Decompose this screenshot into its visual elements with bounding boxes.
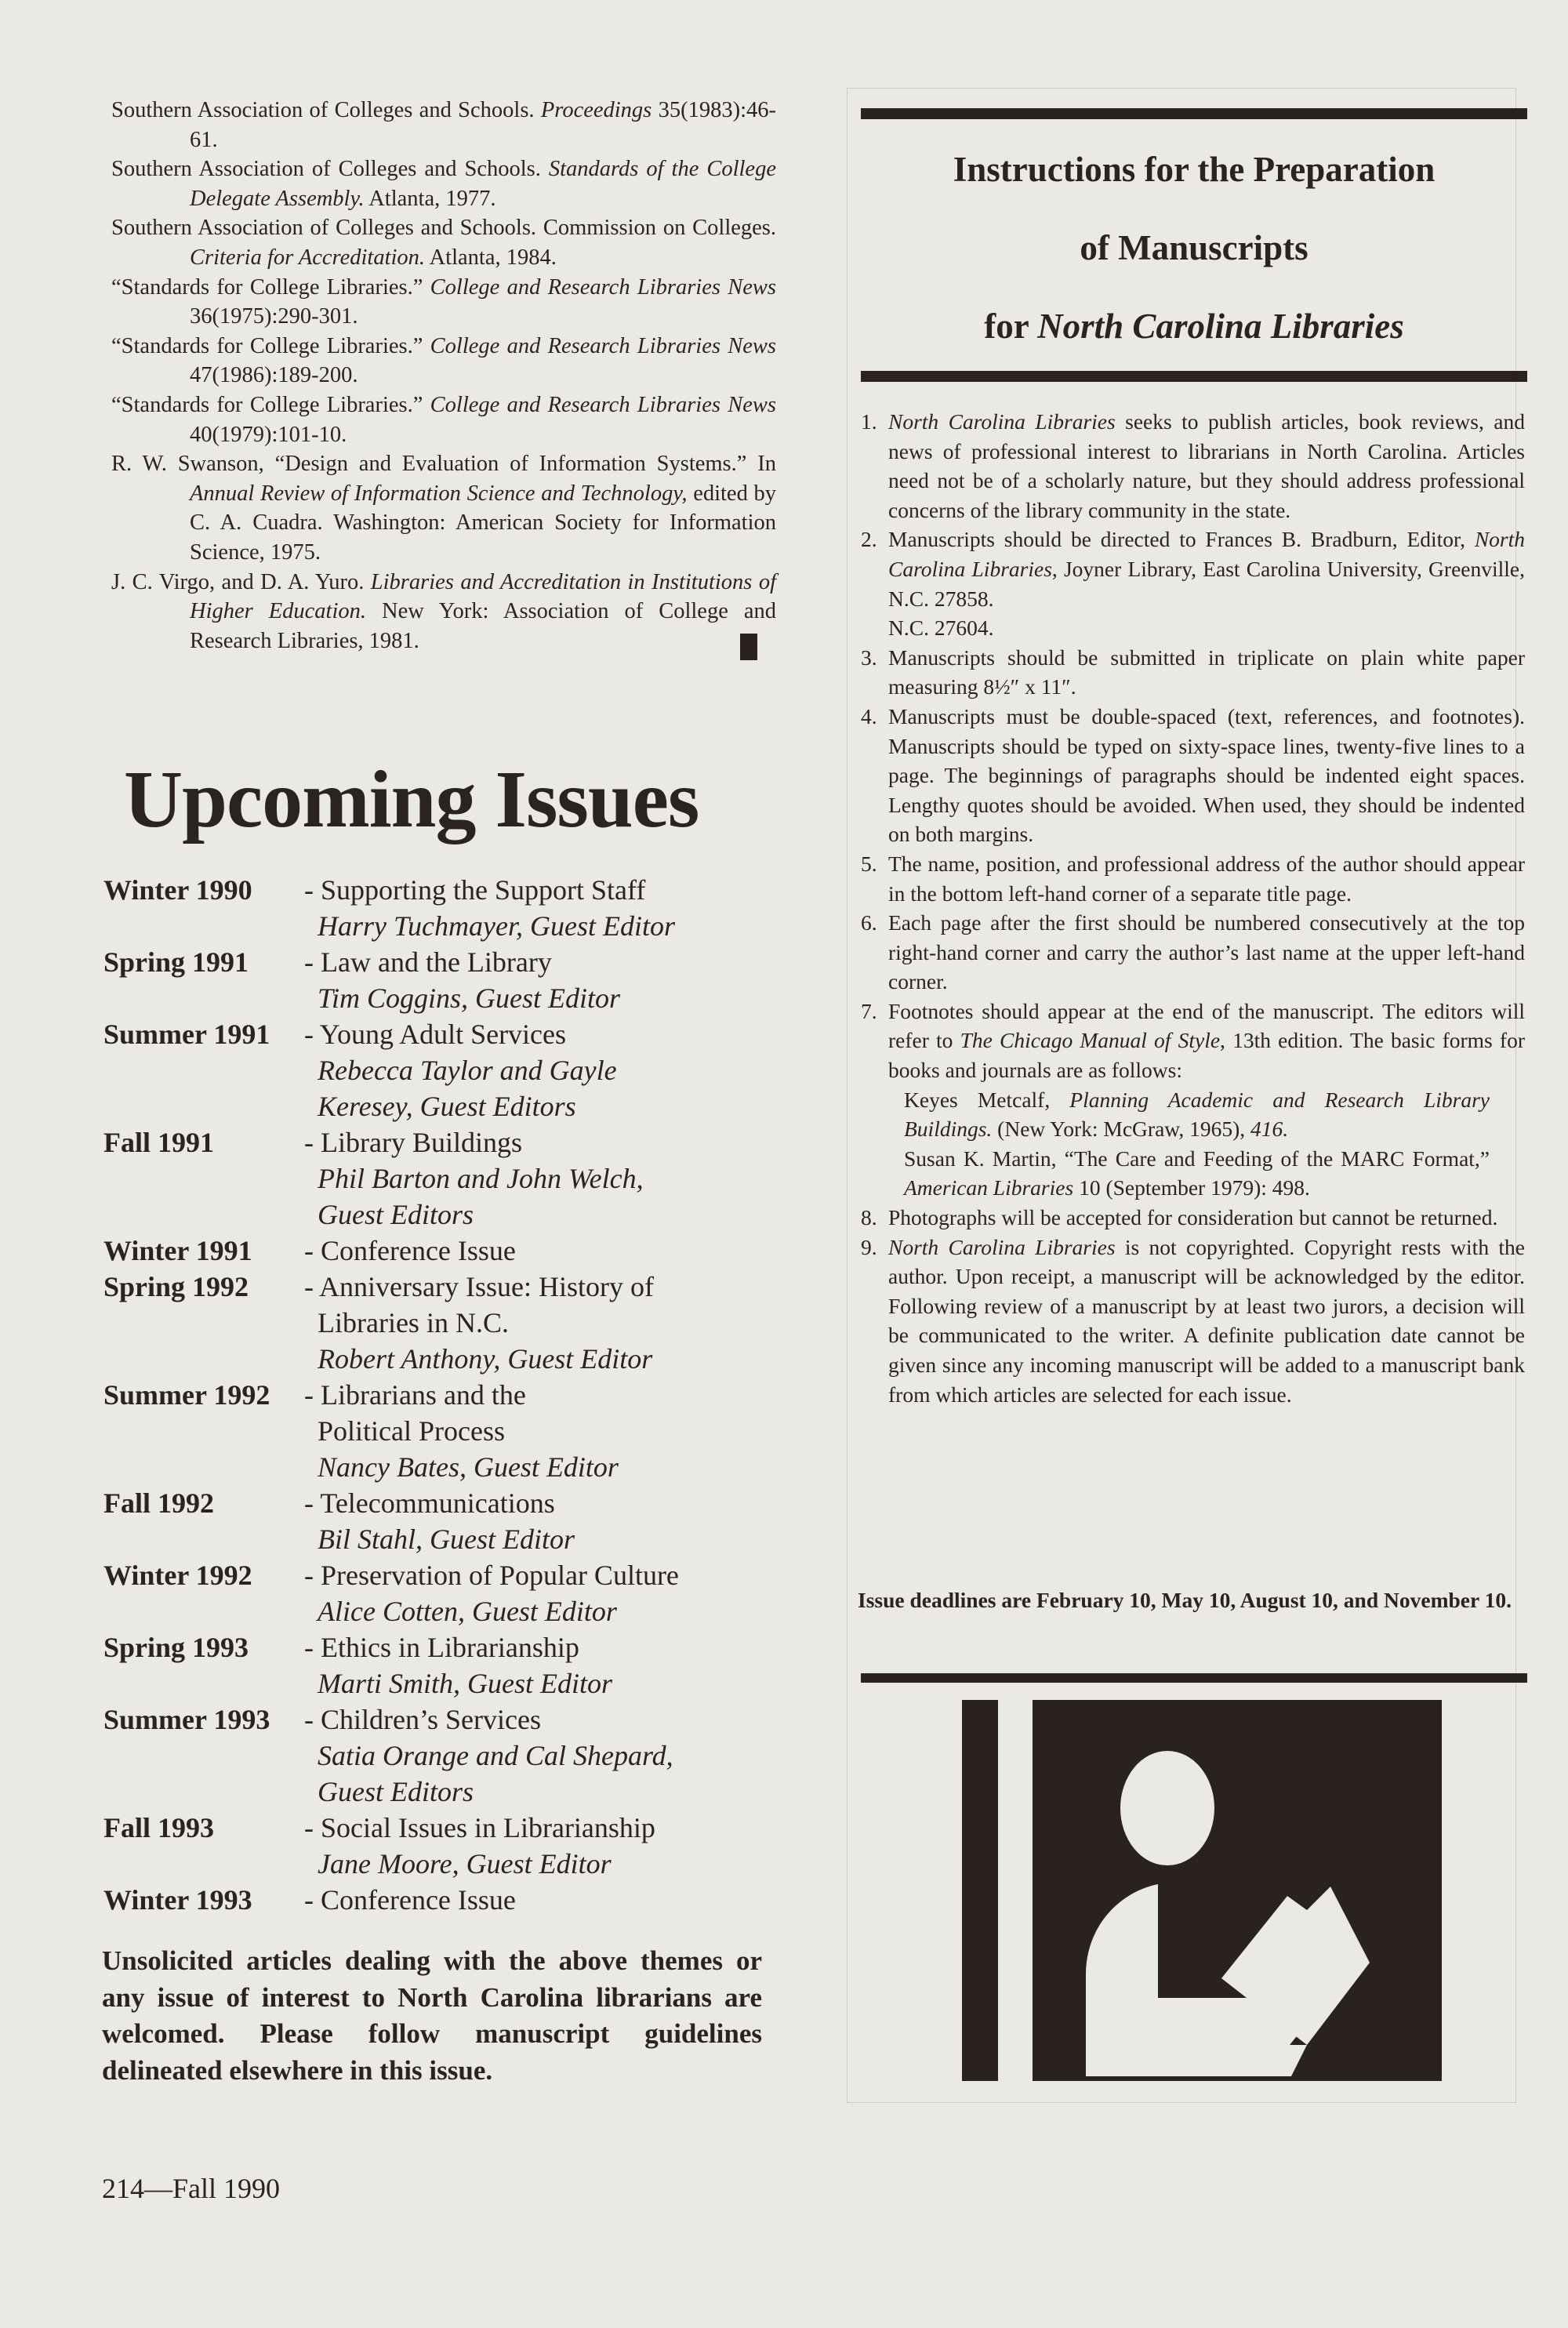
text-run: Atlanta, 1977. (364, 186, 496, 211)
issue-season: Summer 1992 (103, 1379, 270, 1411)
issue-row (103, 1269, 778, 1377)
issue-topic (304, 872, 778, 908)
issue-editor: Harry Tuchmayer, Guest Editor (318, 910, 675, 942)
instruction-item (861, 643, 1525, 702)
topic-text: Political Process (318, 1415, 505, 1447)
topic-text: Social Issues in Librarianship (321, 1812, 655, 1843)
issue-topic (304, 1882, 778, 1918)
issue-season: Spring 1992 (103, 1271, 249, 1302)
text-run: Manuscripts must be double-spaced (text, references, and footnotes). Manuscripts should be typed on sixty-space lines, twenty-five lines to a page. The beginnings of paragraphs should be indented eight spaces. Lengthy quotes should be avoided. When used, they should be indented on both margins. (888, 703, 1525, 847)
issue-row (103, 1702, 778, 1810)
dash: - (304, 1632, 321, 1663)
text-run: “Standards for College Libraries.” (111, 274, 430, 300)
italic-title: North Carolina Libraries (888, 527, 1525, 581)
italic-title: American Libraries (904, 1175, 1074, 1200)
instruction-item (861, 1233, 1525, 1410)
issue-entry (304, 1810, 778, 1882)
italic-title: College and Research Libraries News (430, 274, 776, 300)
journal-name: North Carolina Libraries (1037, 307, 1404, 346)
issue-editor: Phil Barton and John Welch, (318, 1163, 644, 1194)
text-run: Southern Association of Colleges and Schools. (111, 98, 541, 122)
item-text (888, 643, 1525, 702)
topic-text: Conference Issue (321, 1235, 516, 1266)
issue-season: Fall 1991 (103, 1127, 214, 1158)
upcoming-issues-heading: Upcoming Issues (124, 754, 699, 844)
issue-editor: Keresey, Guest Editors (318, 1091, 576, 1122)
issue-entry (304, 1016, 778, 1124)
issue-row (103, 944, 778, 1016)
issue-row (103, 872, 778, 944)
text-run: 35(1983):46-61. (190, 98, 776, 152)
item-number: 7. (861, 998, 877, 1023)
issue-editor: Nancy Bates, Guest Editor (318, 1451, 619, 1483)
dash: - (304, 1812, 321, 1843)
issue-season: Winter 1990 (103, 874, 252, 906)
dash: - (304, 946, 321, 978)
text-run: Photographs will be accepted for consideration but cannot be returned. (888, 1205, 1498, 1230)
citation-example (888, 1144, 1525, 1203)
topic-text: Telecommunications (320, 1487, 555, 1519)
issue-topic (304, 1629, 778, 1665)
issue-entry (304, 872, 778, 944)
issue-topic (304, 1485, 778, 1521)
item-text (888, 407, 1525, 525)
item-number: 1. (861, 409, 877, 434)
item-number: 5. (861, 851, 877, 876)
topic-text: Young Adult Services (319, 1019, 567, 1050)
dash: - (304, 1235, 321, 1266)
library-reader-logo-icon (962, 1700, 1442, 2081)
item-text (888, 1233, 1525, 1410)
issue-row (103, 1810, 778, 1882)
issue-editor: Guest Editors (318, 1776, 474, 1807)
topic-text: Preservation of Popular Culture (321, 1560, 679, 1591)
issue-topic (304, 1810, 778, 1846)
references-list (111, 96, 776, 656)
issue-entry (304, 1269, 778, 1377)
divider (861, 371, 1527, 382)
instruction-item (861, 908, 1525, 997)
issue-season: Spring 1991 (103, 946, 249, 978)
issue-entry (304, 1882, 778, 1918)
text-run: 40(1979):101-10. (190, 422, 347, 447)
dash: - (304, 1884, 321, 1916)
item-number: 8. (861, 1205, 877, 1230)
title-prefix: for (984, 307, 1038, 346)
issue-row (103, 1485, 778, 1557)
italic-title: College and Research Libraries News (430, 392, 776, 417)
italic-title: Libraries and Accreditation in Institutions of Higher Education. (190, 569, 776, 624)
issue-row (103, 1016, 778, 1124)
italic-title: Criteria for Accreditation. (190, 245, 426, 270)
instruction-item (861, 702, 1525, 849)
issue-entry (304, 1377, 778, 1485)
issue-editor: Bil Stahl, Guest Editor (318, 1524, 575, 1555)
italic-title: College and Research Libraries News (430, 333, 776, 358)
topic-text: Librarians and the (321, 1379, 526, 1411)
issue-entry (304, 1233, 778, 1269)
issue-season: Fall 1992 (103, 1487, 214, 1519)
dash: - (304, 1019, 320, 1050)
instruction-item (861, 525, 1525, 642)
instruction-item (861, 997, 1525, 1203)
italic-title: Standards of the College Delegate Assembly. (190, 157, 776, 211)
issue-editor: Rebecca Taylor and Gayle (318, 1055, 617, 1086)
text-run: Southern Association of Colleges and Schools. (111, 157, 549, 182)
issue-topic (304, 1016, 778, 1052)
issue-editor: Satia Orange and Cal Shepard, (318, 1740, 673, 1771)
instruction-item (861, 407, 1525, 525)
dash: - (304, 1560, 321, 1591)
page-footer: 214—Fall 1990 (102, 2173, 281, 2204)
topic-text: Anniversary Issue: History of (319, 1271, 654, 1302)
issue-season: Winter 1991 (103, 1235, 252, 1266)
instructions-list (861, 407, 1525, 1409)
text-run: Manuscripts should be submitted in triplicate on plain white paper measuring 8½″ x 11″. (888, 645, 1525, 699)
instruction-item (861, 849, 1525, 908)
issue-row (103, 1124, 778, 1233)
text-run: 47(1986):189-200. (190, 363, 358, 388)
text-run: 36(1975):290-301. (190, 304, 358, 329)
reference-entry (111, 213, 776, 272)
title-line (861, 287, 1527, 365)
reference-entry (111, 96, 776, 154)
text-run: R. W. Swanson, “Design and Evaluation of Information Systems.” In (111, 452, 776, 477)
divider (861, 1673, 1527, 1683)
item-number: 4. (861, 703, 877, 728)
topic-text: Conference Issue (321, 1884, 516, 1916)
issue-entry (304, 1629, 778, 1702)
issue-topic (304, 1702, 778, 1738)
upcoming-closing-note: Unsolicited articles dealing with the above themes or any issue of interest to North Carolina librarians are welcomed. Please follow manuscript guidelines delineated elsewhere in this issue. (102, 1945, 762, 2086)
issue-editor: Tim Coggins, Guest Editor (318, 982, 621, 1014)
text-run: N.C. 27604. (888, 616, 994, 641)
text-run: , Joyner Library, East Carolina University, Greenville, N.C. 27858. (888, 556, 1525, 611)
upcoming-issues-list (103, 872, 778, 1918)
issue-editor: Alice Cotten, Guest Editor (318, 1596, 617, 1627)
issue-entry (304, 944, 778, 1016)
dash: - (304, 874, 321, 906)
text-run: is not copyrighted. Copyright rests with the author. Upon receipt, a manuscript will be acknowledged by the editor. Following review of a manuscript by at least two jurors, a decision will be communicated to the writer. A definite publication date cannot be given since any incoming manuscript will be added to a manuscript bank from which articles are selected for each issue. (888, 1234, 1525, 1407)
item-text (888, 525, 1525, 642)
issue-season: Winter 1993 (103, 1884, 252, 1916)
italic-title: North Carolina Libraries (888, 409, 1116, 434)
issue-season: Summer 1991 (103, 1019, 270, 1050)
dash: - (304, 1127, 321, 1158)
text-run: Atlanta, 1984. (425, 245, 557, 270)
reference-entry (111, 273, 776, 332)
issue-entry (304, 1485, 778, 1557)
instructions-title (861, 130, 1527, 365)
topic-text: Supporting the Support Staff (321, 874, 646, 906)
item-number: 2. (861, 527, 877, 552)
text-run: Keyes Metcalf, (904, 1087, 1070, 1112)
item-text (888, 997, 1525, 1203)
issue-row (103, 1557, 778, 1629)
issue-entry (304, 1702, 778, 1810)
item-number: 6. (861, 910, 877, 935)
issue-row (103, 1377, 778, 1485)
topic-text: Law and the Library (321, 946, 552, 978)
italic-title: The Chicago Manual of Style (960, 1028, 1221, 1053)
text-run: seeks to publish articles, book reviews, and news of professional interest to librarians in North Carolina. Articles need not be of a scholarly nature, but they should address professional concerns of the library community in the state. (888, 409, 1525, 522)
topic-text: Library Buildings (321, 1127, 522, 1158)
item-number: 3. (861, 645, 877, 670)
item-text (888, 1203, 1525, 1233)
title-line: of Manuscripts (1080, 228, 1308, 267)
text-run: Each page after the first should be numbered consecutively at the top right-hand corner and carry the author’s last name at the upper left-hand corner. (888, 910, 1525, 994)
dash: - (304, 1704, 321, 1735)
issue-season: Winter 1992 (103, 1560, 252, 1591)
issue-editor: Marti Smith, Guest Editor (318, 1668, 612, 1699)
issue-row (103, 1882, 778, 1918)
reference-entry (111, 332, 776, 390)
issue-entry (304, 1557, 778, 1629)
dash: - (304, 1271, 320, 1302)
issue-topic (304, 1377, 778, 1413)
issue-topic (304, 1269, 778, 1305)
reference-entry (111, 154, 776, 213)
instruction-item (861, 1203, 1525, 1233)
issue-row (103, 1233, 778, 1269)
italic-title: Planning Academic and Research Library Buildings. (904, 1087, 1490, 1142)
issue-entry (304, 1124, 778, 1233)
italic-title: North Carolina Libraries (888, 1234, 1116, 1259)
issue-topic (304, 1305, 778, 1341)
reference-entry (111, 449, 776, 567)
topic-text: Libraries in N.C. (318, 1307, 509, 1338)
text-run: “Standards for College Libraries.” (111, 333, 430, 358)
italic-title: Annual Review of Information Science and Technology, (190, 481, 688, 506)
issue-deadlines: Issue deadlines are February 10, May 10, August 10, and November 10. (858, 1588, 1512, 1612)
text-run: Susan K. Martin, “The Care and Feeding of the MARC Format,” (904, 1146, 1490, 1171)
text-run: The name, position, and professional address of the author should appear in the bottom left-hand corner of a separate title page. (888, 851, 1525, 906)
text-run: , 13th edition. The basic forms for books and journals are as follows: (888, 1028, 1525, 1083)
text-run: Footnotes should appear at the end of the manuscript. The editors will refer to (888, 998, 1525, 1053)
issue-row (103, 1629, 778, 1702)
issue-editor: Robert Anthony, Guest Editor (318, 1343, 653, 1375)
text-run: 10 (September 1979): 498. (1073, 1175, 1310, 1200)
topic-text: Children’s Services (321, 1704, 541, 1735)
topic-text: Ethics in Librarianship (321, 1632, 579, 1663)
issue-topic (304, 1413, 778, 1449)
text-run: New York: Association of College and Research Libraries, 1981. (190, 599, 776, 653)
issue-season: Spring 1993 (103, 1632, 249, 1663)
issue-topic (304, 1124, 778, 1160)
title-line: Instructions for the Preparation (953, 150, 1436, 189)
item-text (888, 849, 1525, 908)
issue-topic (304, 944, 778, 980)
reference-entry (111, 390, 776, 449)
reference-entry (111, 568, 776, 656)
citation-example (888, 1085, 1525, 1144)
text-run: Manuscripts should be directed to Frances B. Bradburn, Editor, (888, 527, 1475, 552)
text-run: (New York: McGraw, 1965), (992, 1117, 1251, 1142)
item-text (888, 908, 1525, 997)
issue-editor: Guest Editors (318, 1199, 474, 1230)
item-text (888, 702, 1525, 849)
text-run: edited by C. A. Cuadra. Washington: American Society for Information Science, 1975. (190, 481, 776, 565)
item-number: 9. (861, 1234, 877, 1259)
issue-topic (304, 1233, 778, 1269)
italic-title: 416. (1250, 1117, 1289, 1142)
text-run: J. C. Virgo, and D. A. Yuro. (111, 569, 371, 594)
divider (861, 108, 1527, 119)
issue-season: Fall 1993 (103, 1812, 214, 1843)
text-run: Southern Association of Colleges and Schools. Commission on Colleges. (111, 216, 776, 241)
dash: - (304, 1379, 321, 1411)
italic-title: Proceedings (540, 98, 652, 122)
issue-editor: Jane Moore, Guest Editor (318, 1848, 612, 1879)
text-run: “Standards for College Libraries.” (111, 392, 430, 417)
issue-topic (304, 1557, 778, 1593)
issue-season: Summer 1993 (103, 1704, 270, 1735)
dash: - (304, 1487, 321, 1519)
end-mark-icon (740, 634, 757, 660)
